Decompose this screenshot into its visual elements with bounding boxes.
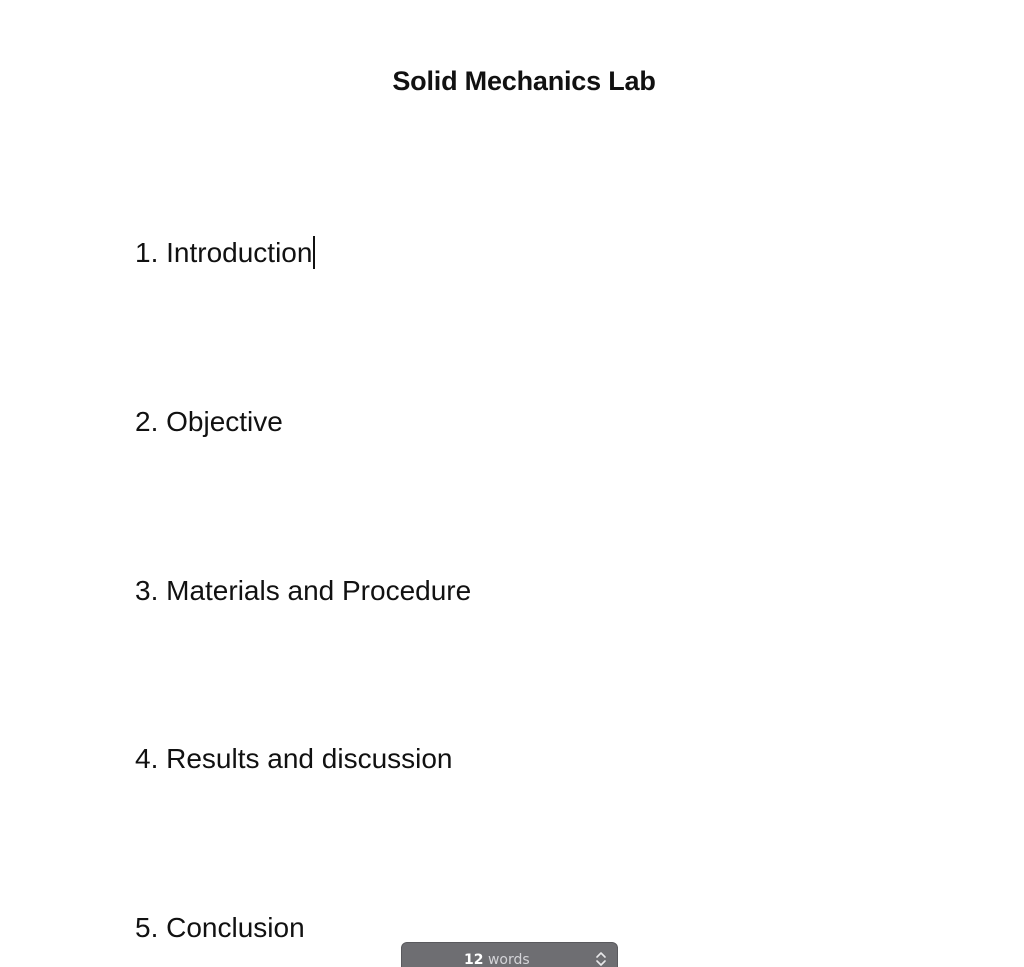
section-heading-conclusion[interactable]: 5. Conclusion <box>135 912 305 943</box>
chevron-up-down-icon <box>595 951 607 967</box>
word-count-label <box>464 952 530 967</box>
section-heading-objective[interactable]: 2. Objective <box>135 406 283 437</box>
section-heading-text: 1. Introduction <box>135 237 313 268</box>
text-cursor <box>313 236 315 269</box>
document-title[interactable]: Solid Mechanics Lab <box>392 66 656 96</box>
word-count-popup-button[interactable] <box>402 943 617 967</box>
word-count-unit: words <box>487 952 530 967</box>
section-heading-materials-and-procedure[interactable]: 3. Materials and Procedure <box>135 575 472 606</box>
word-count-value: 12 <box>464 952 484 967</box>
section-heading-results-and-discussion[interactable]: 4. Results and discussion <box>135 743 453 774</box>
section-heading-introduction[interactable] <box>135 235 315 271</box>
